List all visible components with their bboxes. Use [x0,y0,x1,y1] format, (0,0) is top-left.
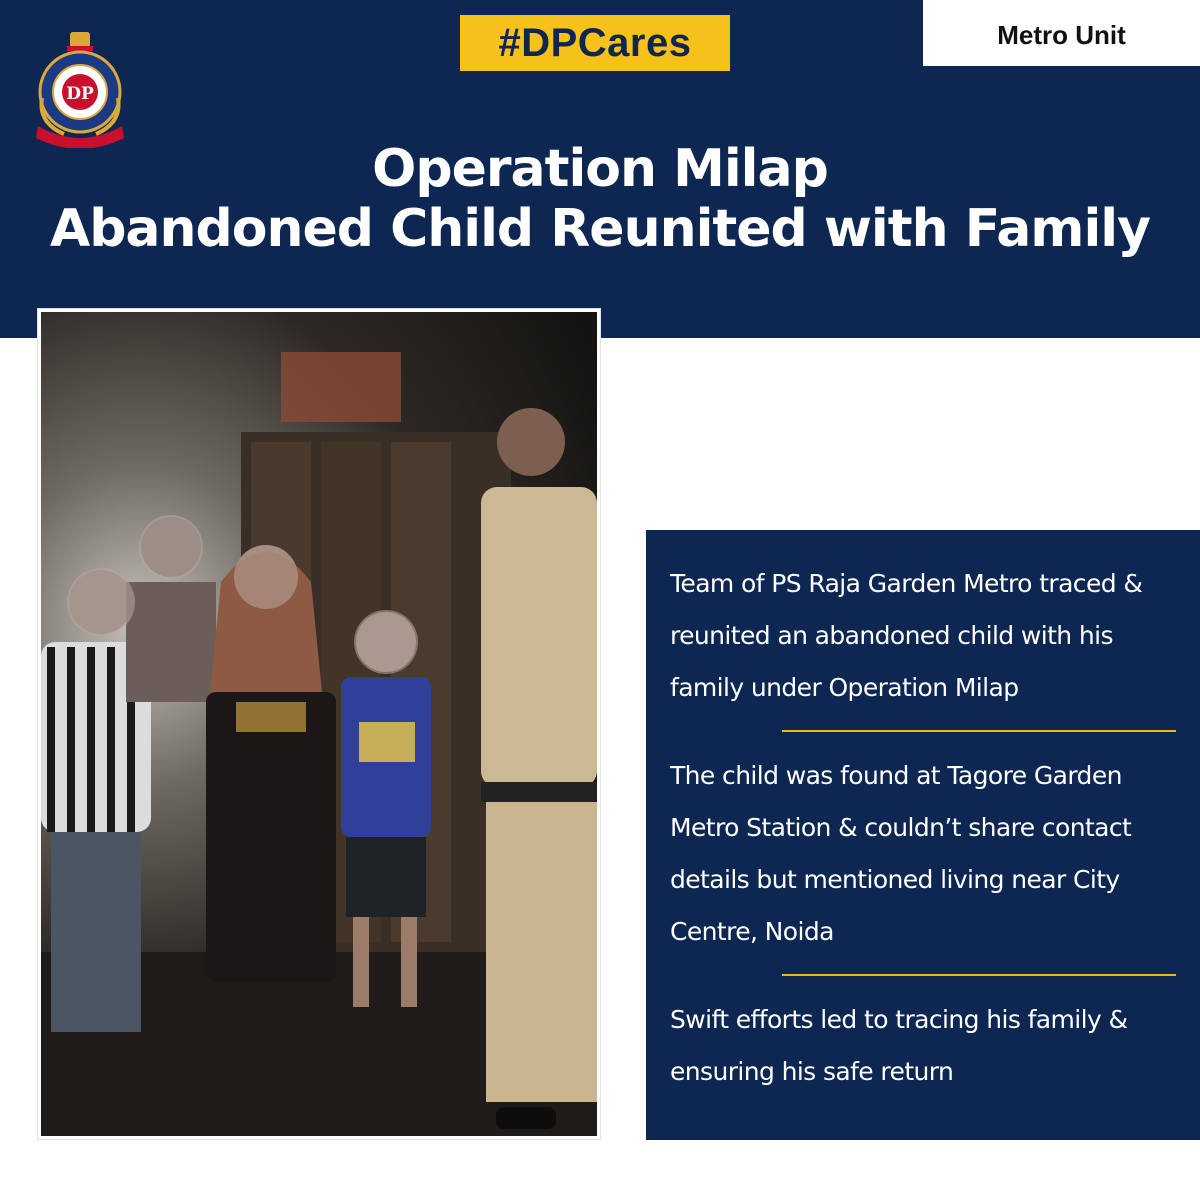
info-point-2: The child was found at Tagore Garden Metro Station & couldn’t share contact details but mentioned living near City Centre, Noida [670,761,1132,946]
info-panel [646,530,1200,1140]
photo-frame [37,308,601,1140]
info-point-1: Team of PS Raja Garden Metro traced & reunited an abandoned child with his family under Operation Milap [670,569,1143,702]
info-divider-1 [782,730,1176,732]
title-line-1: Operation Milap [372,139,828,199]
title-line-2: Abandoned Child Reunited with Family [49,199,1151,259]
header-banner [0,0,1200,338]
metro-unit-label: Metro Unit [923,0,1200,66]
dpcares-hashtag-badge: #DPCares [460,15,730,71]
info-divider-2 [782,974,1176,976]
svg-text:DP: DP [66,84,94,104]
page-title [0,140,1200,258]
group-photo-icon [41,312,597,1136]
delhi-police-logo-icon [24,28,136,148]
info-point-3: Swift efforts led to tracing his family & ensuring his safe return [670,1005,1128,1086]
